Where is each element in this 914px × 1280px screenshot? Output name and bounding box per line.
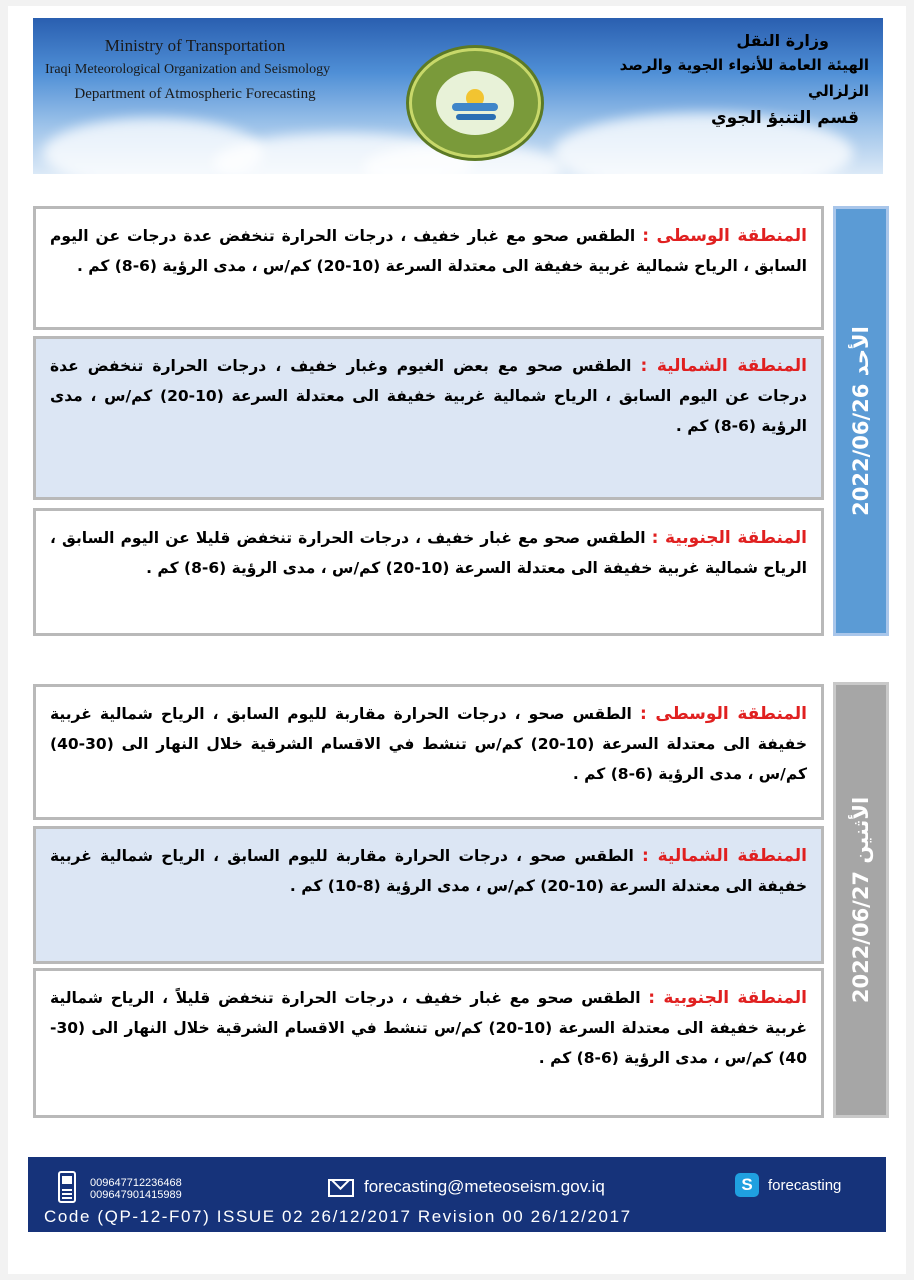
contact-footer	[28, 1157, 886, 1232]
email-address[interactable]: forecasting@meteoseism.gov.iq	[364, 1177, 605, 1196]
day1-date-sidebar	[833, 206, 889, 636]
region-name: المنطقة الجنوبية :	[648, 988, 807, 1008]
day2-date-sidebar	[833, 682, 889, 1118]
region-forecast: الطقس صحو مع غبار خفيف ، درجات الحرارة تنخفض قليلا عن اليوم السابق ، الرياح شمالية غربية خفيفة الى معتدلة السرعة (10-20) كم/س ، مدى الرؤية (6-8) كم .	[50, 529, 807, 577]
department-name-ar: قسم التنبؤ الجوي	[711, 108, 859, 128]
ministry-name-en: Ministry of Transportation	[104, 36, 286, 55]
organization-name-en: Iraqi Meteorological Organization and Seismology	[45, 62, 331, 77]
day2-northern-region	[33, 826, 824, 964]
region-forecast: الطقس صحو مع غبار خفيف ، درجات الحرارة تنخفض قليلاً ، الرياح شمالية غربية خفيفة الى معتدلة السرعة (10-20) كم/س تنشط في الاقسام الشرقية خلال النهار الى (30-40) كم/س ، مدى الرؤية (6-8) كم .	[50, 989, 807, 1067]
region-forecast: الطقس صحو ، درجات الحرارة مقاربة لليوم السابق ، الرياح شمالية غربية خفيفة الى معتدلة السرعة (10-20) كم/س ، مدى الرؤية (8-10) كم .	[50, 847, 807, 895]
phone-number-1: 009647712236468	[90, 1177, 182, 1189]
mail-icon	[328, 1179, 354, 1197]
phone-icon	[58, 1171, 76, 1203]
phone-number-2: 009647901415989	[90, 1189, 182, 1201]
arabic-heading	[609, 30, 869, 132]
region-forecast: الطقس صحو مع بعض الغيوم وغبار خفيف ، درجات الحرارة تنخفض عدة درجات عن اليوم السابق ، الرياح شمالية غربية خفيفة الى معتدلة السرعة (10-20) كم/س ، مدى الرؤية (6-8) كم .	[50, 357, 807, 435]
day2-date-label: الأثنين 2022/06/27	[849, 796, 873, 1004]
region-forecast: الطقس صحو مع غبار خفيف ، درجات الحرارة تنخفض عدة درجات عن اليوم السابق ، الرياح شمالية غربية خفيفة الى معتدلة السرعة (10-20) كم/س ، مدى الرؤية (6-8) كم .	[50, 227, 807, 275]
ministry-name-ar: وزارة النقل	[736, 31, 829, 50]
department-name-en: Department of Atmospheric Forecasting	[74, 86, 316, 102]
region-name: المنطقة الوسطى :	[639, 704, 807, 724]
day2-southern-region	[33, 968, 824, 1118]
skype-icon: S	[735, 1173, 759, 1197]
organization-logo	[409, 48, 541, 158]
region-name: المنطقة الجنوبية :	[651, 528, 807, 548]
document-code-line: Code (QP-12-F07) ISSUE 02 26/12/2017 Revision 00 26/12/2017	[44, 1207, 632, 1226]
skype-handle[interactable]: forecasting	[768, 1177, 842, 1194]
region-name: المنطقة الشمالية :	[640, 356, 807, 376]
english-heading	[45, 34, 345, 106]
organization-name-ar: الهيئة العامة للأنواء الجوية والرصد الزلزالي	[619, 56, 869, 100]
region-name: المنطقة الشمالية :	[642, 846, 807, 866]
day1-southern-region	[33, 508, 824, 636]
day2-central-region	[33, 684, 824, 820]
region-name: المنطقة الوسطى :	[642, 226, 807, 246]
region-forecast: الطقس صحو ، درجات الحرارة مقاربة لليوم السابق ، الرياح شمالية غربية خفيفة الى معتدلة السرعة (10-20) كم/س تنشط في الاقسام الشرقية خلال النهار الى (30-40) كم/س ، مدى الرؤية (6-8) كم .	[50, 705, 807, 783]
letterhead-banner	[33, 18, 883, 174]
phone-numbers	[90, 1177, 182, 1201]
day1-northern-region	[33, 336, 824, 500]
day1-central-region	[33, 206, 824, 330]
day1-date-label: الأحد 2022/06/26	[849, 326, 873, 516]
